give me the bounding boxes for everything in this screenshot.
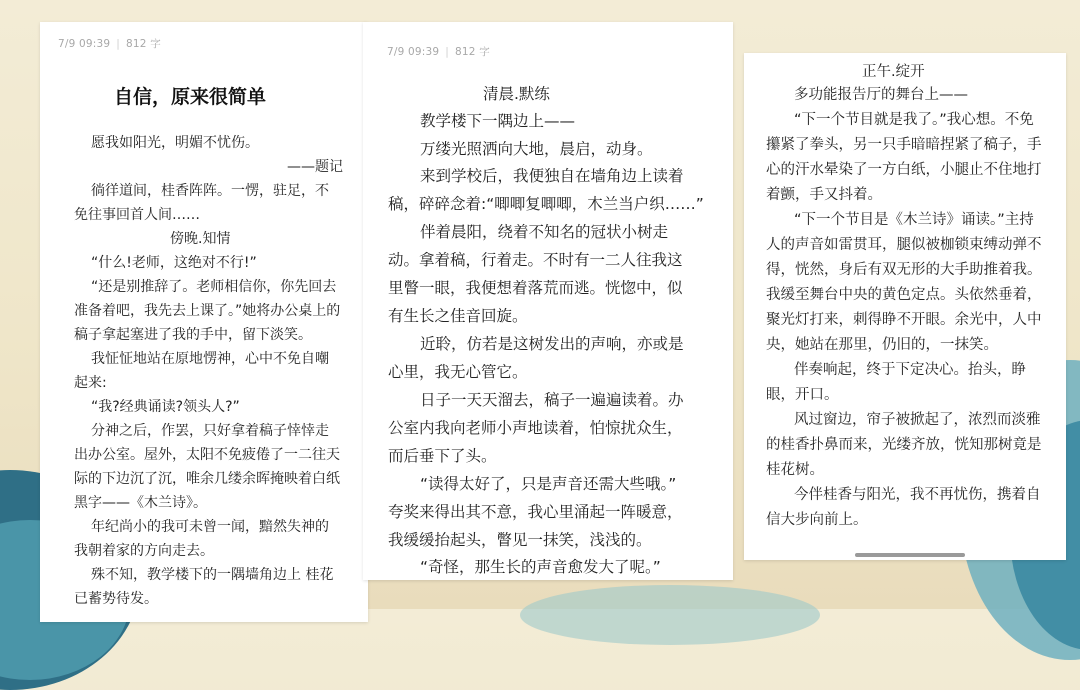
text-line: 际的下边沉了沉，唯余几缕余晖掩映着白纸 [74, 471, 340, 487]
text-line: 我缓缓抬起头，瞥见一抹笑，浅浅的。 [388, 531, 652, 549]
note-title: 自信，原来很简单 [114, 86, 267, 108]
text-line: “读得太好了，只是声音还需大些哦。” [420, 475, 677, 493]
text-line: “什么!老师，这绝对不行!” [91, 255, 257, 271]
decorative-wave-bottom [520, 585, 820, 645]
note-page-2 [363, 22, 733, 580]
note-date: 7/9 09:39 [387, 46, 440, 58]
text-line: 心里，我无心管它。 [388, 363, 528, 381]
text-line: 今伴桂香与阳光，我不再忧伤，携着自 [794, 487, 1041, 503]
text-line: “下一个节目就是我了。”我心想。不免 [794, 112, 1034, 128]
text-line: 人的声音如雷贯耳，腿似被枷锁束缚动弹不 [766, 237, 1042, 253]
text-line: 公室内我向老师小声地读着，怕惊扰众生， [388, 419, 683, 437]
note-word-count: 812 字 [455, 46, 490, 58]
text-line: 愿我如阳光，明媚不忧伤。 [91, 135, 259, 151]
text-line: “奇怪，那生长的声音愈发大了呢。” [420, 558, 661, 576]
text-line: 徜徉道间，桂香阵阵。一愣，驻足，不 [91, 183, 329, 199]
text-line: 动。拿着稿，行着走。不时有一二人往我这 [388, 251, 683, 269]
text-line: “我?经典诵读?领头人?” [91, 399, 240, 415]
text-line: 万缕光照洒向大地，晨启，动身。 [420, 140, 653, 158]
text-line: 聚光灯打来，刺得睁不开眼。余光中，人中 [766, 312, 1042, 328]
text-line: 信大步向前上。 [766, 512, 868, 528]
text-line: 来到学校后，我便独自在墙角边上读着 [420, 167, 684, 185]
text-line: 桂花树。 [766, 462, 824, 478]
text-line: 稿子拿起塞进了我的手中，留下淡笑。 [74, 327, 312, 343]
text-line: 攥紧了拳头，另一只手暗暗捏紧了稿子，手 [766, 137, 1042, 153]
section-heading: 正午.绽开 [862, 64, 925, 80]
text-line: 多功能报告厅的舞台上—— [794, 87, 968, 103]
text-line: 我朝着家的方向走去。 [74, 543, 214, 559]
text-line: “还是别推辞了。老师相信你，你先回去 [91, 279, 337, 295]
text-line: 得，恍然，身后有双无形的大手助推着我。 [766, 262, 1042, 278]
note-meta: 7/9 09:39 | 812 字 [387, 46, 490, 58]
text-line: 免往事回首人间…… [74, 207, 200, 223]
text-line: 稿，碎碎念着:“唧唧复唧唧，木兰当户织……” [388, 195, 704, 213]
note-meta: 7/9 09:39 | 812 字 [58, 38, 161, 50]
text-line: 我缓至舞台中央的黄色定点。头依然垂着， [766, 287, 1042, 303]
home-indicator-bar[interactable] [855, 553, 965, 557]
text-line: 分神之后，作罢，只好拿着稿子悻悻走 [91, 423, 329, 439]
text-line: 伴着晨阳，绕着不知名的冠状小树走 [420, 223, 669, 241]
text-line: 的桂香扑鼻而来，光缕齐放，恍知那树竟是 [766, 437, 1042, 453]
note-word-count: 812 字 [126, 38, 161, 50]
text-line: 伴奏响起，终于下定决心。抬头，睁 [794, 362, 1026, 378]
note-date: 7/9 09:39 [58, 38, 111, 50]
text-line: 准备着吧，我先去上课了。”她将办公桌上的 [74, 303, 341, 319]
text-line: 出办公室。屋外，太阳不免疲倦了一二往天 [74, 447, 340, 463]
text-line: 我怔怔地站在原地愣神，心中不免自嘲 [91, 351, 329, 367]
text-line: ——题记 [287, 159, 343, 175]
text-line: 有生长之佳音回旋。 [388, 307, 528, 325]
text-line: 起来: [74, 375, 107, 391]
text-line: 里瞥一眼，我便想着落荒而逃。恍惚中，似 [388, 279, 683, 297]
section-heading: 傍晚.知情 [170, 231, 231, 247]
text-line: 风过窗边，帘子被掀起了，浓烈而淡雅 [794, 412, 1041, 428]
text-line: 近聆，仿若是这树发出的声响，亦或是 [420, 335, 684, 353]
text-line: 已蓄势待发。 [74, 591, 158, 607]
text-line: 夸奖来得出其不意，我心里涌起一阵暖意， [388, 503, 683, 521]
section-heading: 清晨.默练 [483, 85, 550, 103]
text-line: 日子一天天溜去，稿子一遍遍读着。办 [420, 391, 684, 409]
text-line: 而后垂下了头。 [388, 447, 497, 465]
note-page-3 [744, 53, 1066, 560]
text-line: 黑字——《木兰诗》。 [74, 495, 207, 511]
text-line: “下一个节目是《木兰诗》诵读。”主持 [794, 212, 1034, 228]
text-line: 心的汗水晕染了一方白纸，小腿止不住地打 [766, 162, 1042, 178]
text-line: 央，她站在那里，仍旧的，一抹笑。 [766, 337, 998, 353]
text-line: 年纪尚小的我可未曾一闻，黯然失神的 [91, 519, 329, 535]
note-page-1 [40, 22, 368, 622]
text-line: 教学楼下一隅边上—— [420, 112, 576, 130]
text-line: 着颤，手又抖着。 [766, 187, 882, 203]
text-line: 眼，开口。 [766, 387, 839, 403]
text-line: 殊不知，教学楼下的一隅墙角边上 桂花 [91, 567, 334, 583]
